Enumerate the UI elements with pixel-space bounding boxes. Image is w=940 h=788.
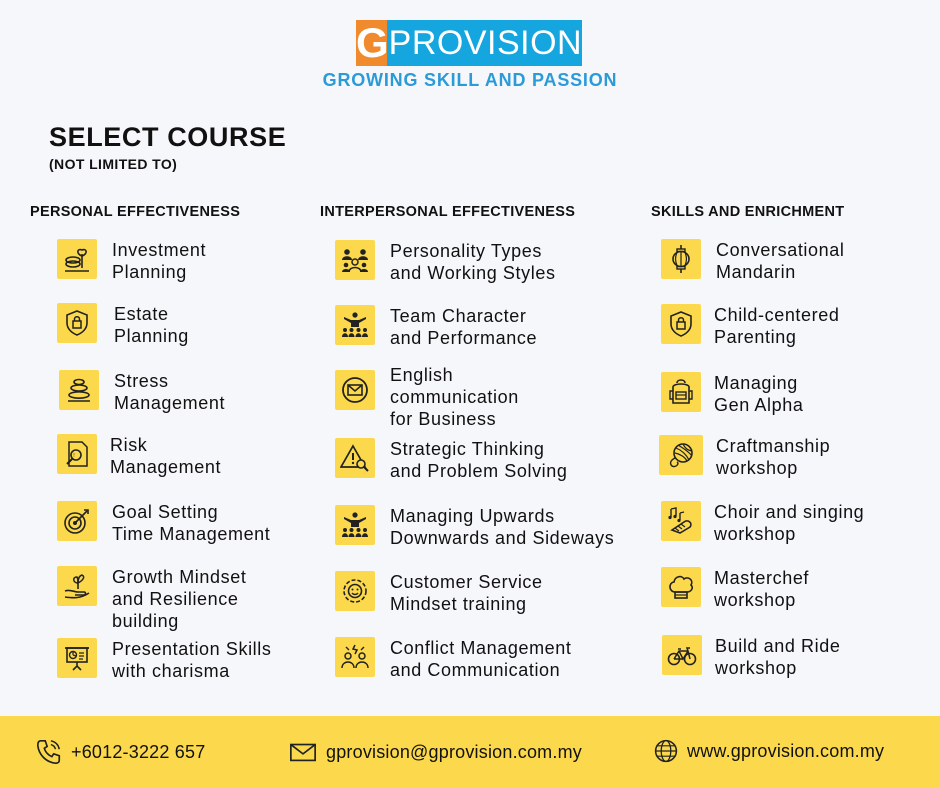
hand-sprout-icon: [57, 566, 97, 606]
course-item: [661, 501, 864, 545]
customer-service-icon: [335, 571, 375, 611]
money-plant-icon: [57, 239, 97, 279]
course-label: Managing Gen Alpha: [714, 373, 804, 415]
target-icon: [57, 501, 97, 541]
tagline: GROWING SKILL AND PASSION: [322, 70, 618, 90]
course-item: [661, 567, 809, 611]
course-label: Customer Service Mindset training: [390, 572, 543, 614]
course-item: [57, 303, 189, 347]
course-label: Build and Ride workshop: [715, 636, 841, 678]
logo-text: PROVISION: [387, 20, 582, 66]
conflict-icon: [335, 637, 375, 677]
svg-text:!: !: [73, 453, 76, 459]
yarn-icon: [659, 435, 703, 475]
course-label: Estate Planning: [114, 304, 189, 346]
shield-lock-icon: [57, 303, 97, 343]
warning-search-icon: [335, 438, 375, 478]
page-title: SELECT COURSE: [49, 122, 287, 152]
course-label: Team Character and Performance: [390, 306, 538, 348]
brand-logo: [356, 18, 582, 68]
course-label: Personality Types and Working Styles: [390, 241, 556, 283]
logo-letter: G: [356, 19, 387, 66]
course-label: Child-centered Parenting: [714, 305, 840, 347]
email-address[interactable]: gprovision@gprovision.com.my: [326, 741, 582, 762]
course-label: Managing Upwards Downwards and Sideways: [390, 506, 615, 548]
presentation-board-icon: [57, 638, 97, 678]
backpack-icon: [661, 372, 701, 412]
contact-footer: [0, 716, 940, 788]
globe-icon: [653, 738, 679, 764]
bicycle-icon: [662, 635, 702, 675]
course-item: [335, 240, 556, 284]
chinese-lantern-icon: [661, 239, 701, 279]
phone-number[interactable]: +6012-3222 657: [71, 741, 206, 762]
balance-stones-icon: [59, 370, 99, 410]
course-label: Conflict Management and Communication: [390, 638, 572, 680]
course-label: Stress Management: [114, 371, 226, 413]
course-item: [335, 505, 614, 549]
course-item: [335, 571, 543, 615]
envelope-icon: [288, 738, 318, 766]
people-group-icon: [335, 240, 375, 280]
course-item: [661, 239, 844, 283]
phone-contact[interactable]: [35, 738, 205, 766]
course-label: English communication for Business: [390, 365, 519, 429]
course-label: Strategic Thinking and Problem Solving: [390, 439, 568, 481]
course-label: Investment Planning: [112, 240, 207, 282]
phone-icon: [35, 738, 63, 766]
team-leader-icon: [335, 305, 375, 345]
shield-lock-icon: [661, 304, 701, 344]
course-item: [57, 566, 246, 632]
course-item: [335, 438, 568, 482]
column-heading-interpersonal: INTERPERSONAL EFFECTIVENESS: [320, 204, 576, 220]
team-leader-icon: [335, 505, 375, 545]
course-label: Choir and singing workshop: [714, 502, 865, 544]
course-item: [335, 305, 537, 349]
course-label: Craftmanship workshop: [716, 436, 831, 478]
course-label: Conversational Mandarin: [716, 240, 845, 282]
course-item: [661, 304, 839, 348]
course-item: [335, 364, 519, 430]
course-label: Goal Setting Time Management: [112, 502, 271, 544]
website-contact[interactable]: [653, 738, 884, 764]
email-icon: [335, 370, 375, 410]
course-item: [335, 637, 572, 681]
course-item: [59, 370, 225, 414]
course-label: Risk Management: [110, 435, 222, 477]
email-contact[interactable]: [288, 738, 582, 766]
column-heading-personal: PERSONAL EFFECTIVENESS: [30, 204, 241, 220]
course-item: [57, 501, 270, 545]
course-label: Masterchef workshop: [714, 568, 810, 610]
course-item: [57, 434, 221, 478]
course-label: Presentation Skills with charisma: [112, 639, 272, 681]
course-item: [57, 638, 271, 682]
course-item: [662, 635, 840, 679]
column-heading-skills: SKILLS AND ENRICHMENT: [651, 204, 845, 220]
chef-hat-icon: [661, 567, 701, 607]
course-label: Growth Mindset and Resilience building: [112, 567, 247, 631]
risk-magnifier-icon: [57, 434, 97, 474]
course-item: [57, 239, 206, 283]
website-url[interactable]: www.gprovision.com.my: [687, 740, 885, 761]
music-piano-icon: [661, 501, 701, 541]
course-item: [659, 435, 830, 479]
page-subtitle: (NOT LIMITED TO): [49, 156, 178, 172]
course-item: [661, 372, 803, 416]
